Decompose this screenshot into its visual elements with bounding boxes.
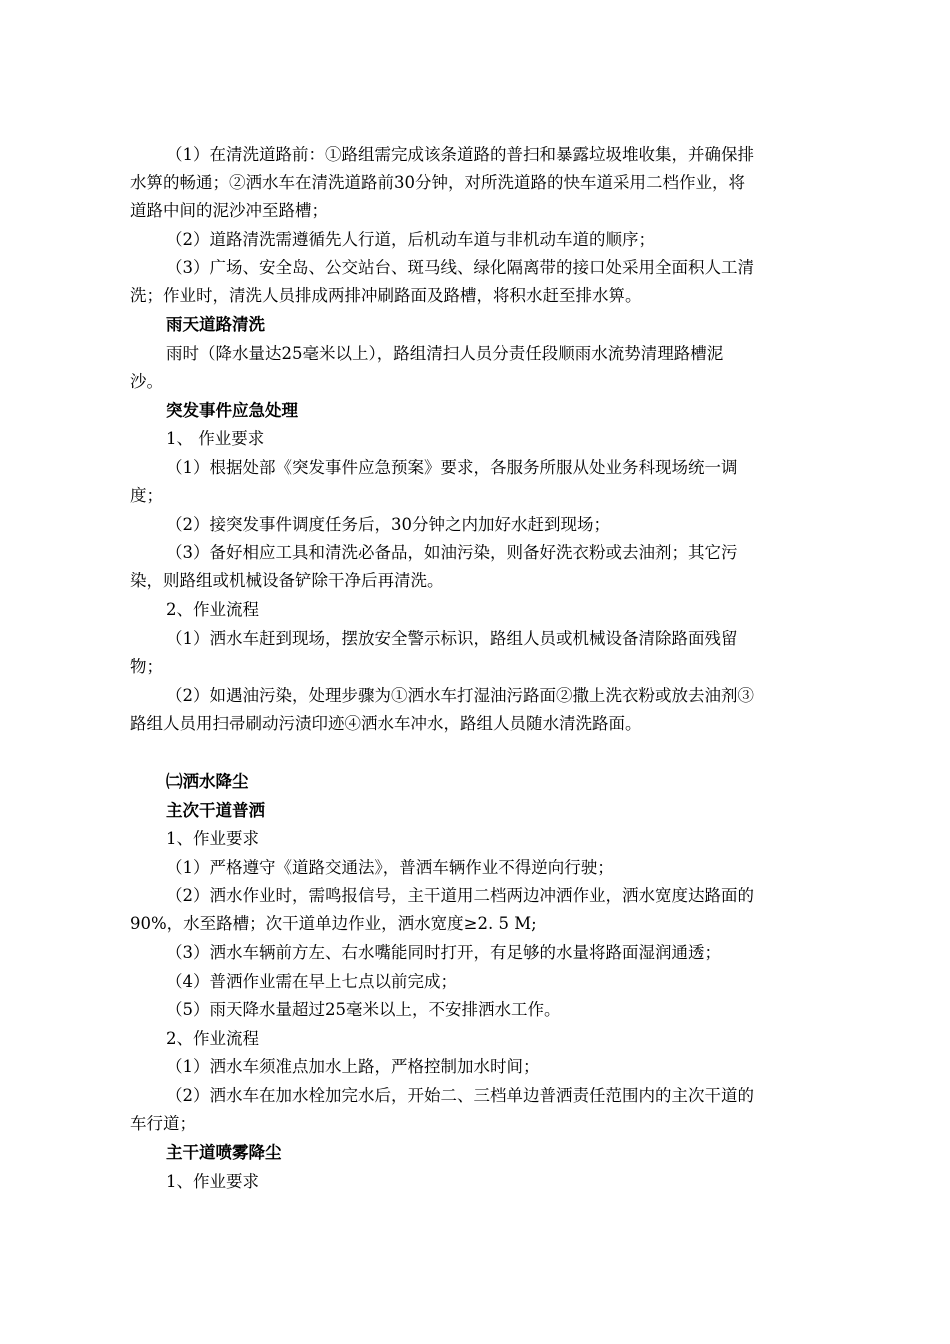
section-heading: 主干道喷雾降尘: [166, 1143, 282, 1162]
paragraph-line: （3）备好相应工具和清洗必备品，如油污染，则备好洗衣粉或去油剂；其它污: [166, 543, 738, 562]
paragraph-line: 2、作业流程: [166, 600, 259, 619]
paragraph-line: 道路中间的泥沙冲至路槽；: [130, 201, 328, 220]
paragraph-line: 1、作业要求: [166, 1172, 259, 1191]
paragraph-line: （5）雨天降水量超过25毫米以上，不安排洒水工作。: [166, 1000, 561, 1019]
paragraph-line: （2）洒水作业时，需鸣报信号，主干道用二档两边冲洒作业，洒水宽度达路面的: [166, 886, 754, 905]
paragraph-line: （3）广场、安全岛、公交站台、斑马线、绿化隔离带的接口处采用全面积人工清: [166, 258, 754, 277]
paragraph-line: 路组人员用扫帚刷动污渍印迹④洒水车冲水，路组人员随水清洗路面。: [130, 714, 642, 733]
paragraph-line: （1）洒水车赶到现场，摆放安全警示标识，路组人员或机械设备清除路面残留: [166, 629, 738, 648]
section-heading: 突发事件应急处理: [166, 401, 298, 420]
paragraph-line: （4）普洒作业需在早上七点以前完成；: [166, 972, 457, 991]
paragraph-line: 物；: [130, 657, 163, 676]
paragraph-line: 水箅的畅通；②洒水车在清洗道路前30分钟，对所洗道路的快车道采用二档作业，将: [130, 173, 745, 192]
section-heading: 雨天道路清洗: [166, 315, 265, 334]
paragraph-line: 2、作业流程: [166, 1029, 259, 1048]
paragraph-line: 沙。: [130, 372, 163, 391]
paragraph-line: （1）严格遵守《道路交通法》，普洒车辆作业不得逆向行驶；: [166, 858, 614, 877]
paragraph-line: 洗；作业时，清洗人员排成两排冲刷路面及路槽，将积水赶至排水箅。: [130, 286, 642, 305]
paragraph-line: （1）洒水车须准点加水上路，严格控制加水时间；: [166, 1057, 540, 1076]
paragraph-line: （2）洒水车在加水栓加完水后，开始二、三档单边普洒责任范围内的主次干道的: [166, 1086, 754, 1105]
paragraph-line: 90%，水至路槽；次干道单边作业，洒水宽度≥2. 5 M;: [130, 914, 537, 933]
paragraph-line: （2）接突发事件调度任务后，30分钟之内加好水赶到现场；: [166, 515, 610, 534]
paragraph-line: （2）道路清洗需遵循先人行道，后机动车道与非机动车道的顺序；: [166, 230, 655, 249]
paragraph-line: 雨时（降水量达25毫米以上），路组清扫人员分责任段顺雨水流势清理路槽泥: [166, 344, 724, 363]
paragraph-line: 车行道；: [130, 1114, 196, 1133]
paragraph-line: （2）如遇油污染，处理步骤为①洒水车打湿油污路面②撒上洗衣粉或放去油剂③: [166, 686, 754, 705]
section-heading: 主次干道普洒: [166, 801, 265, 820]
paragraph-line: 1、 作业要求: [166, 429, 265, 448]
paragraph-line: 染，则路组或机械设备铲除干净后再清洗。: [130, 571, 444, 590]
paragraph-line: 度；: [130, 486, 163, 505]
paragraph-line: （1）在清洗道路前：①路组需完成该条道路的普扫和暴露垃圾堆收集，并确保排: [166, 145, 754, 164]
section-heading: ㈡洒水降尘: [166, 772, 249, 791]
paragraph-line: 1、作业要求: [166, 829, 259, 848]
paragraph-line: （3）洒水车辆前方左、右水嘴能同时打开，有足够的水量将路面湿润通透；: [166, 943, 721, 962]
paragraph-line: （1）根据处部《突发事件应急预案》要求，各服务所服从处业务科现场统一调: [166, 458, 738, 477]
